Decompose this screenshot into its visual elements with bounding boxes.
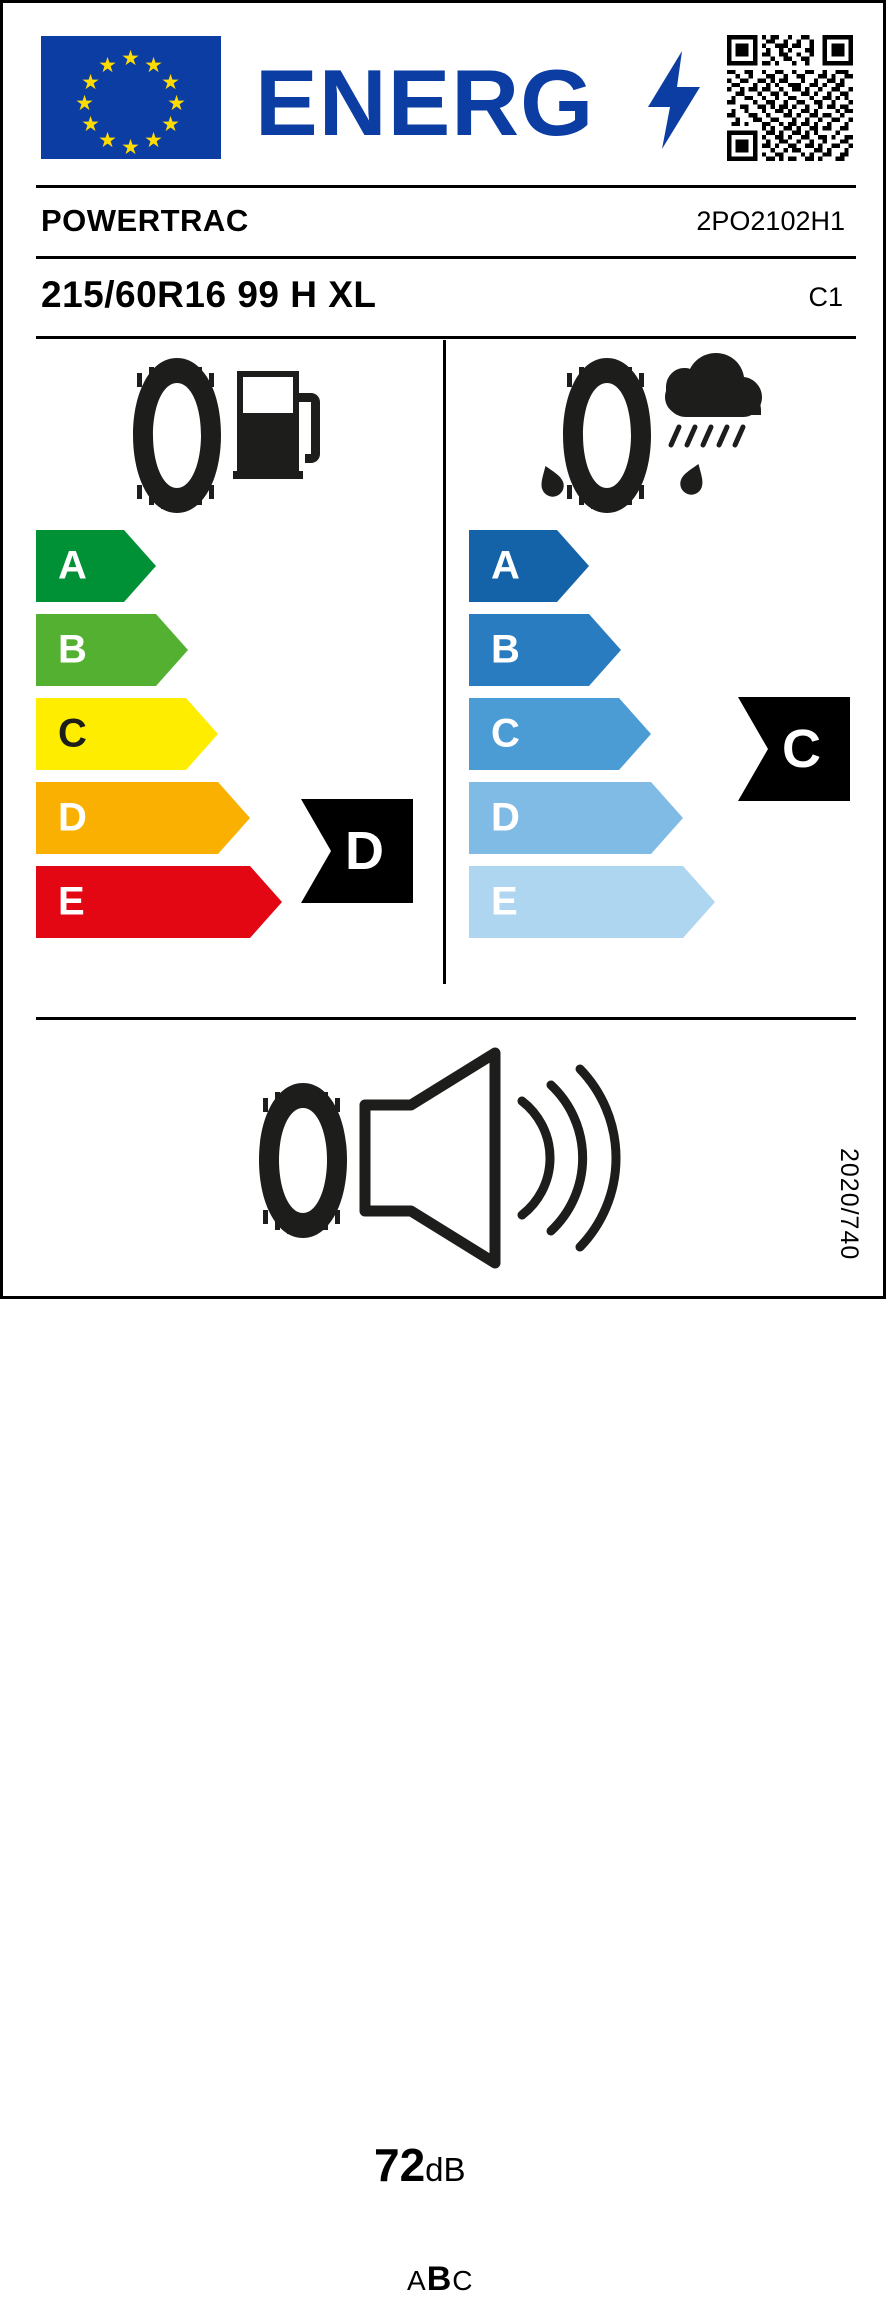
regulation-code: 2020/740: [835, 1147, 863, 1260]
grade-letter: D: [58, 795, 87, 840]
fuel-efficiency-result: [301, 799, 413, 903]
grade-letter: C: [491, 711, 520, 756]
fuel-result-letter: D: [345, 821, 384, 881]
divider-top: [36, 185, 856, 188]
label-header: [3, 3, 889, 183]
grade-letter: E: [491, 879, 518, 924]
noise-class-b: B: [426, 2260, 453, 2298]
grade-letter: A: [58, 543, 87, 588]
noise-decibels: 72: [374, 2139, 426, 2191]
tyre-class: C1: [808, 282, 843, 312]
divider-vertical: [443, 340, 446, 984]
divider-size: [36, 336, 856, 339]
tyre-rain-cloud-icon: [533, 353, 763, 518]
qr-code-icon: [727, 35, 853, 161]
sku-code: 2PO2102H1: [696, 206, 845, 236]
grade-letter: D: [491, 795, 520, 840]
tyre-fuel-pump-icon: [125, 353, 325, 518]
grade-letter: B: [491, 627, 520, 672]
noise-unit: dB: [425, 2151, 466, 2188]
noise-class-a: A: [407, 2265, 427, 2296]
divider-noise: [36, 1017, 856, 1020]
wet-grip-result: [738, 697, 850, 801]
grade-letter: B: [58, 627, 87, 672]
noise-section: [3, 1033, 889, 2298]
lightning-bolt-icon: [648, 51, 700, 149]
tyre-loudspeaker-icon: [3, 1033, 889, 1283]
page-title: ENERG: [255, 50, 595, 155]
noise-class-c: C: [452, 2265, 474, 2296]
grade-letter: A: [491, 543, 520, 588]
divider-brand: [36, 256, 856, 259]
brand-name: POWERTRAC: [41, 203, 249, 238]
grade-letter: E: [58, 879, 85, 924]
tyre-size: 215/60R16 99 H XL: [41, 274, 377, 315]
eu-flag-icon: ★ ★ ★ ★ ★ ★ ★ ★ ★ ★ ★ ★: [41, 36, 221, 159]
noise-value: [374, 2138, 466, 2192]
wet-result-letter: C: [782, 719, 821, 779]
grade-letter: C: [58, 711, 87, 756]
noise-class-scale: [407, 2260, 473, 2299]
